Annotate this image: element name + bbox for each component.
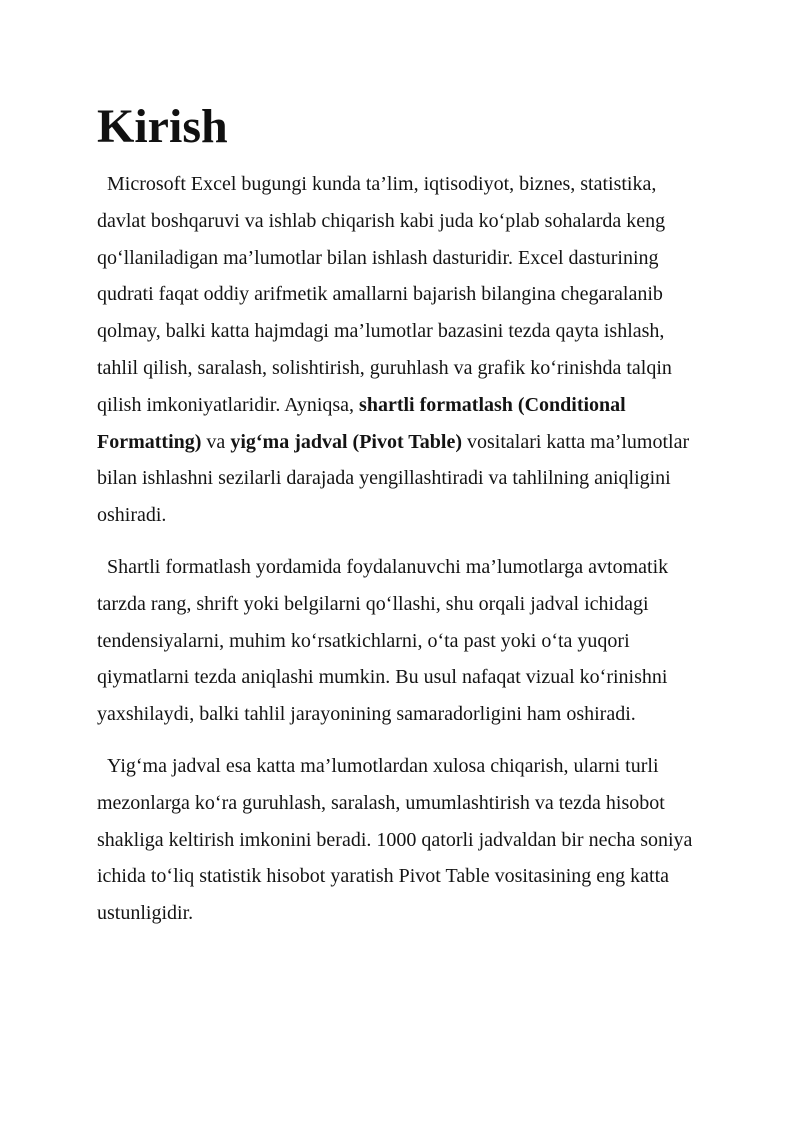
pivot-table-paragraph: Yig‘ma jadval esa katta ma’lumotlardan xulosa chiqarish, ularni turli mezonlarga ko‘ra guruhlash, saralash, umumlashtirish va tezda hisobot shakliga keltirish imkonini beradi. 1000 qatorli jadvaldan bir necha soniya ichida to‘liq statistik hisobot yaratish Pivot Table vositasining eng katta ustunligidir. — [97, 754, 693, 925]
conditional-formatting-paragraph: Shartli formatlash yordamida foydalanuvchi ma’lumotlarga avtomatik tarzda rang, shrift yoki belgilarni qo‘llashi, shu orqali jadval ichidagi tendensiyalarni, muhim ko‘rsatkichlarni, o‘ta past yoki o‘ta yuqori qiymatlarni tezda aniqlashi mumkin. Bu usul nafaqat vizual ko‘rinishni yaxshilaydi, balki tahlil jarayonining samaradorligini ham oshiradi. — [97, 555, 669, 726]
conditional-formatting-term: shartli formatlash (Conditional Formatting) — [97, 393, 626, 453]
intro-text-end: vositalari katta ma’lumotlar bilan ishlashni sezilarli darajada yengillashtiradi va tahlilning aniqligini oshiradi. — [97, 430, 690, 527]
intro-text-conjunction: va — [201, 430, 231, 453]
intro-text-start: Microsoft Excel bugungi kunda ta’lim, iqtisodiyot, biznes, statistika, davlat boshqaruvi va ishlab chiqarish kabi juda ko‘plab sohalarda keng qo‘llaniladigan ma’lumotlar bilan ishlash dasturidir. Excel dasturining qudrati faqat oddiy arifmetik amallarni bajarish bilangina chegaralanib qolmay, balki katta hajmdagi ma’lumotlar bazasini tezda qayta ishlash, tahlil qilish, saralash, solishtirish, guruhlash va grafik ko‘rinishda talqin qilish imkoniyatlaridir. Ayniqsa, — [97, 173, 672, 416]
pivot-table-term: yig‘ma jadval (Pivot Table) — [230, 430, 462, 453]
intro-paragraph — [97, 166, 703, 534]
page-title: Kirish — [97, 100, 228, 153]
document-body — [97, 98, 703, 932]
